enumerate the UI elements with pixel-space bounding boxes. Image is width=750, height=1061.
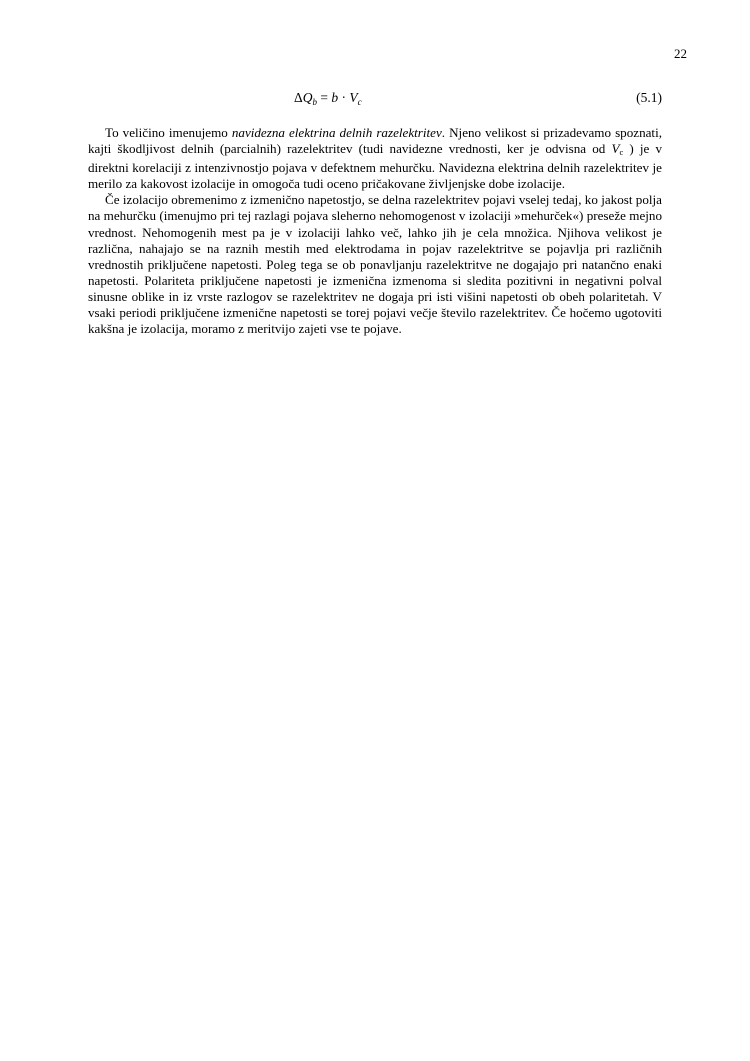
equation-rhs-sub: c [357,97,362,107]
equation-row [88,88,662,110]
paragraph-1-text-b: ) je v direktni korelaciji z intenzivnostjo pojava v defektnem mehurčku. Navidezna elektrina delnih razelektritev je merilo za kakovost izolacije in omogoča tudi oceno pričakovane življenjske dobe izolacije. [88,141,662,192]
page-number: 22 [674,46,687,61]
paragraph-1-text-a: . Njeno velikost si prizadevamo spoznati, kajti škodljivost delnih (parcialnih) razelektritev (tudi navidezne vrednosti, ker je odvisna od [88,125,662,157]
body-text [88,125,662,337]
equation-number: (5.1) [636,90,662,105]
dot-operator: · [338,90,350,105]
equals-sign: = [316,90,332,105]
paragraph-1 [88,125,662,192]
equation [294,90,362,107]
paragraph-1-var-sub: c [619,147,624,158]
equation-lhs-var: Q [302,90,313,105]
paragraph-1-intro: To veličino imenujemo [105,125,232,140]
equation-rhs-var2: V [349,90,358,105]
paragraph-1-term: navidezna elektrina delnih razelektritev [231,125,442,140]
delta-symbol: Δ [294,90,303,105]
paragraph-2: Če izolacijo obremenimo z izmenično napetostjo, se delna razelektritev pojavi vselej tedaj, ko jakost polja na mehurčku (imenujmo pri tej razlagi pojava sleherno nehomogenost v izolaciji »mehurček«) preseže mejno vrednost. Nehomogenih mest pa je v izolaciji lahko več, lahko jih je cela množica. Njihova velikost je različna, nahajajo se na raznih mestih med elektrodama in pojav razelektritve se pojavlja pri različnih vrednostih priključene napetosti. Poleg tega se ob ponavljanju razelektritve ne dogajajo pri natančno enaki napetosti. Polariteta priključene napetosti je izmenična izmenoma si sledita pozitivni in negativni polval sinusne oblike in iz vrste razlogov se razelektritev ne dogaja pri isti višini napetosti ob obeh polaritetah. V vsaki periodi priključene izmenične napetosti se torej pojavi večje število razelektritev. Če hočemo ugotoviti kakšna je izolacija, moramo z meritvijo zajeti vse te pojave. [88,192,662,337]
equation-lhs-sub: b [312,97,317,107]
paragraph-1-var: V [611,141,620,157]
equation-rhs-var1: b [331,90,339,105]
